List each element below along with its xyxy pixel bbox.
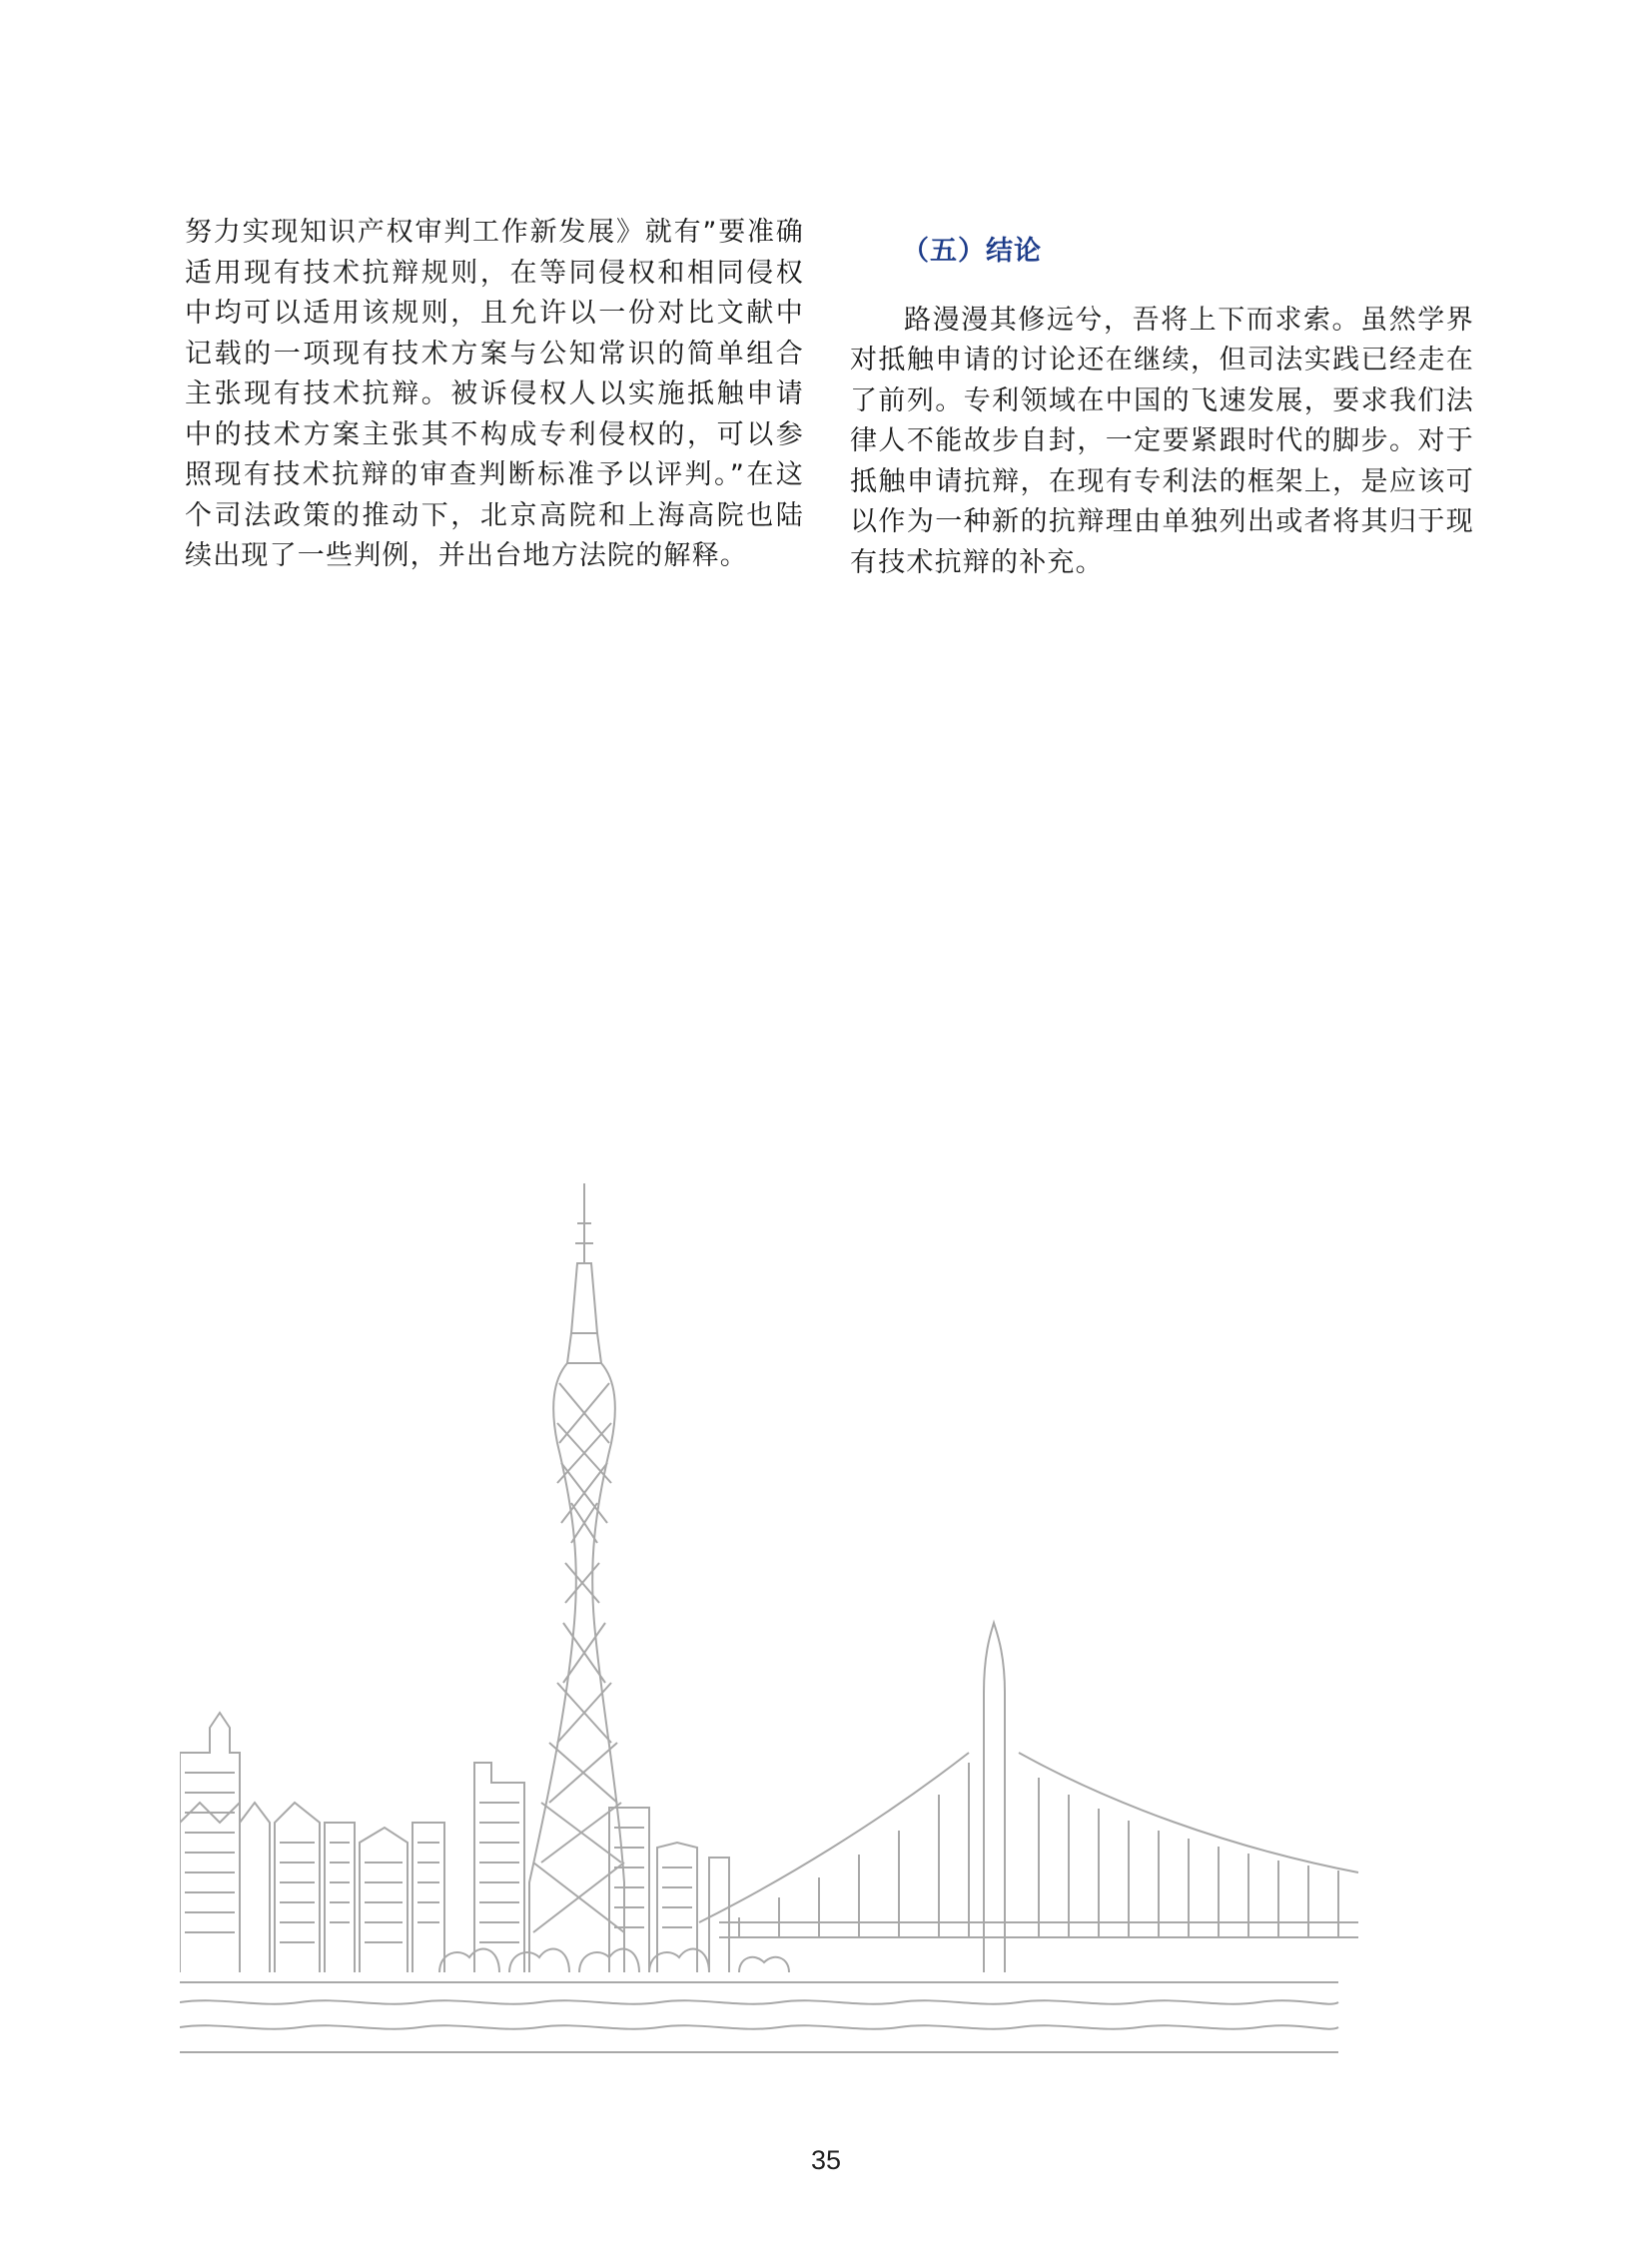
conclusion-paragraph: 路漫漫其修远兮，吾将上下而求索。虽然学界对抵触申请的讨论还在继续，但司法实践已经走在了前列。专利领域在中国的飞速发展，要求我们法律人不能故步自封，一定要紧跟时代的脚步。对于抵触申请抗辩，在现有专利法的框架上，是应该可以作为一种新的抗辩理由单独列出或者将其归于现有技术抗辩的补充。 [850,304,1474,578]
buildings-icon [180,1713,729,1972]
page-number: 35 [810,2145,842,2175]
right-column [850,232,1474,583]
city-skyline-illustration [180,1183,1478,2067]
left-column [185,213,804,577]
trees-icon [439,1949,789,1972]
left-paragraph: 努力实现知识产权审判工作新发展》就有”要准确适用现有技术抗辩规则，在等同侵权和相同侵权中均可以适用该规则，且允许以一份对比文献中记载的一项现有技术方案与公知常识的简单组合主张现有技术抗辩。被诉侵权人以实施抵触申请中的技术方案主张其不构成专利侵权的，可以参照现有技术抗辩的审查判断标准予以评判。”在这个司法政策的推动下，北京高院和上海高院也陆续出现了一些判例，并出台地方法院的解释。 [185,217,804,571]
section-heading: （五）结论 [902,236,1042,267]
bridge-icon [699,1623,1358,1972]
water-icon [180,1982,1338,2052]
